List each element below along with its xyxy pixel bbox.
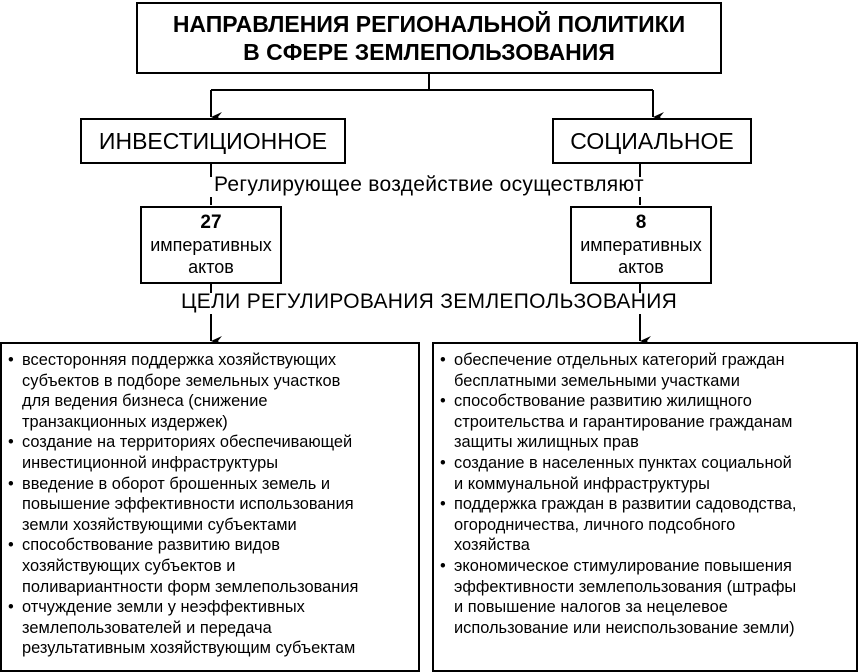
- social-direction-label: СОЦИАЛЬНОЕ: [570, 127, 734, 154]
- social-goal-line: огородничества, личного подсобного: [454, 515, 736, 534]
- bullet-icon: •: [440, 556, 446, 575]
- social-goal-line: экономическое стимулирование повышения: [454, 556, 792, 575]
- social-goals-list: [440, 350, 850, 638]
- investment-acts-count: 27: [200, 212, 222, 233]
- social-goal-item: [440, 350, 850, 391]
- investment-goal-line: хозяйствующих субъектов и: [22, 556, 236, 575]
- investment-acts-box: [140, 206, 282, 284]
- social-goal-line: защиты жилищных прав: [454, 433, 639, 452]
- investment-goal-line: создание на территориях обеспечивающей: [22, 433, 353, 452]
- title-box: [136, 2, 722, 74]
- investment-goal-item: [8, 432, 412, 473]
- investment-direction-label: ИНВЕСТИЦИОННОЕ: [98, 127, 328, 154]
- investment-goal-line: способствование развитию видов: [22, 536, 280, 555]
- social-direction-box: [552, 118, 752, 164]
- bullet-icon: •: [440, 351, 446, 369]
- investment-goals-box: [0, 342, 420, 672]
- social-goal-line: способствование развитию жилищного: [454, 392, 752, 411]
- investment-acts-line-2: актов: [188, 257, 234, 277]
- investment-acts-line-1: императивных: [150, 235, 272, 255]
- investment-goal-line: отчуждение земли у неэффективных: [22, 598, 305, 617]
- social-goal-item: [440, 391, 850, 453]
- investment-goal-line: поливариантности форм землепользования: [22, 577, 359, 596]
- bullet-icon: •: [8, 536, 14, 555]
- investment-goal-line: результативным хозяйствующим субъектам: [22, 639, 356, 658]
- social-goal-line: хозяйства: [454, 536, 530, 555]
- social-goal-line: поддержка граждан в развитии садоводства,: [454, 495, 797, 514]
- social-goal-line: эффективности землепользования (штрафы: [454, 577, 797, 596]
- regulation-text: Регулирующее воздействие осуществляют: [214, 173, 644, 196]
- social-goal-item: [440, 556, 850, 638]
- investment-goal-line: землепользователей и передача: [22, 618, 272, 637]
- investment-goal-line: инвестиционной инфраструктуры: [22, 453, 278, 472]
- investment-goal-item: [8, 474, 412, 536]
- investment-goal-line: субъектов в подборе земельных участков: [22, 371, 341, 390]
- social-goal-line: строительства и гарантирование гражданам: [454, 412, 793, 431]
- title-line-1: НАПРАВЛЕНИЯ РЕГИОНАЛЬНОЙ ПОЛИТИКИ: [172, 11, 686, 37]
- bullet-icon: •: [8, 351, 14, 369]
- social-acts-count: 8: [635, 212, 647, 233]
- title-line-2: В СФЕРЕ ЗЕМЛЕПОЛЬЗОВАНИЯ: [243, 39, 615, 65]
- bullet-icon: •: [8, 474, 14, 493]
- investment-direction-box: [80, 118, 346, 164]
- social-goal-line: и повышение налогов за нецелевое: [454, 598, 728, 617]
- social-goal-item: [440, 453, 850, 494]
- bullet-icon: •: [8, 598, 14, 617]
- goals-heading: ЦЕЛИ РЕГУЛИРОВАНИЯ ЗЕМЛЕПОЛЬЗОВАНИЯ: [180, 290, 678, 313]
- bullet-icon: •: [440, 453, 446, 472]
- investment-goal-item: [8, 597, 412, 659]
- bullet-icon: •: [8, 433, 14, 452]
- investment-goal-line: для ведения бизнеса (снижение: [22, 392, 268, 411]
- social-goal-line: создание в населенных пунктах социальной: [454, 453, 792, 472]
- bullet-icon: •: [440, 495, 446, 514]
- investment-goal-line: земли хозяйствующими субъектами: [22, 515, 297, 534]
- social-acts-box: [570, 206, 712, 284]
- investment-goal-line: транзакционных издержек): [22, 412, 228, 431]
- investment-goal-line: повышение эффективности использования: [22, 495, 354, 514]
- bullet-icon: •: [440, 392, 446, 411]
- investment-goal-line: введение в оборот брошенных земель и: [22, 474, 330, 493]
- social-acts-line-1: императивных: [580, 235, 702, 255]
- investment-goal-item: [8, 535, 412, 597]
- social-goal-line: использование или неиспользование земли): [454, 618, 795, 637]
- social-goal-line: обеспечение отдельных категорий граждан: [454, 351, 785, 369]
- social-goal-line: и коммунальной инфраструктуры: [454, 474, 710, 493]
- investment-goal-item: [8, 350, 412, 432]
- social-goals-box: [432, 342, 858, 672]
- investment-goal-line: всесторонняя поддержка хозяйствующих: [22, 351, 337, 369]
- investment-goals-list: [8, 350, 412, 659]
- social-goal-item: [440, 494, 850, 556]
- social-goal-line: бесплатными земельными участками: [454, 371, 740, 390]
- social-acts-line-2: актов: [618, 257, 664, 277]
